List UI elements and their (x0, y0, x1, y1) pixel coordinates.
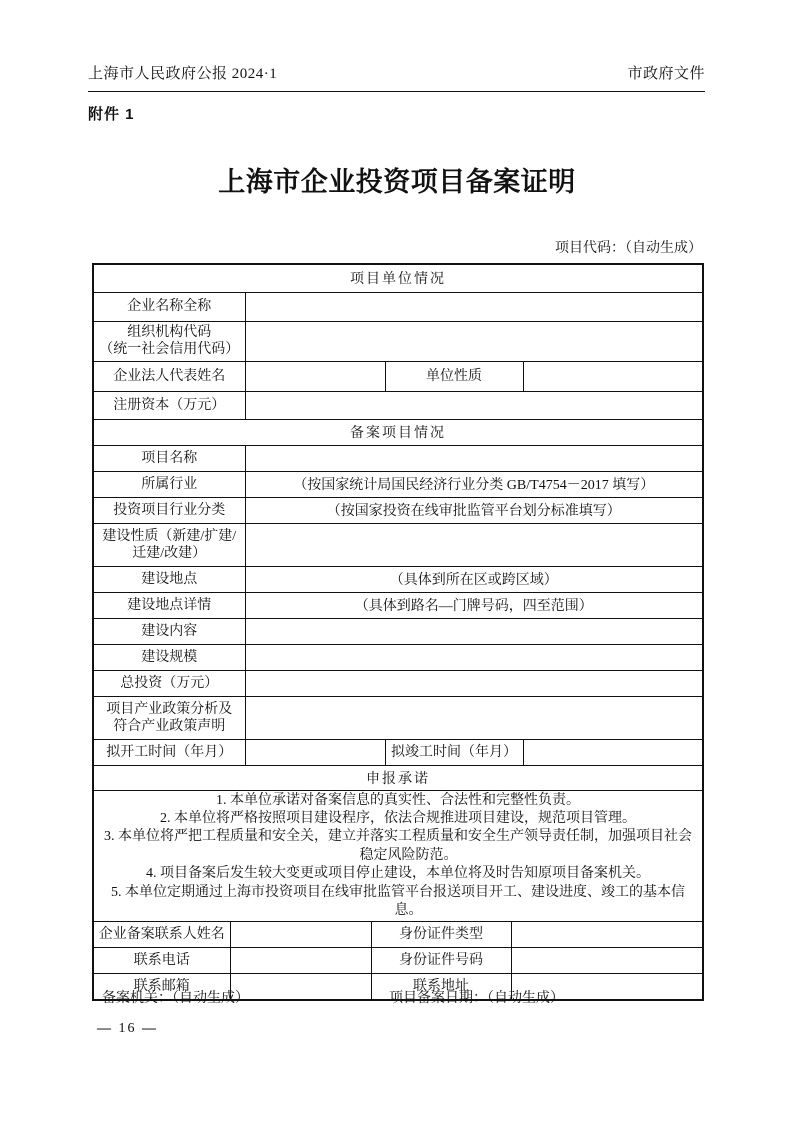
commitment-item-3-num: 3. (104, 829, 115, 845)
project-name-label: 项目名称 (93, 445, 245, 471)
section-header-project-info: 备案项目情况 (93, 419, 703, 445)
commitment-item-1-text: 本单位承诺对备案信息的真实性、合法性和完整性负责。 (230, 792, 580, 808)
gazette-header-left: 上海市人民政府公报 2024·1 (88, 66, 278, 82)
build-nature-label-line1: 建设性质（新建/扩建/ (102, 528, 237, 544)
commitment-item-4-text: 项目备案后发生较大变更或项目停止建设，本单位将及时告知原项目备案机关。 (160, 866, 650, 882)
document-title: 上海市企业投资项目备案证明 (218, 167, 576, 197)
commitment-text-block (93, 790, 703, 922)
id-number-value-cell (511, 948, 703, 974)
commitment-item-2 (98, 810, 698, 828)
reg-capital-value-cell (245, 391, 703, 419)
total-investment-label: 总投资（万元） (93, 670, 245, 696)
policy-statement-label-line2: 符合产业政策声明 (113, 718, 226, 734)
section-header-unit-info: 项目单位情况 (93, 264, 703, 292)
policy-statement-label-line1: 项目产业政策分析及 (106, 701, 233, 717)
commitment-item-3 (98, 828, 698, 865)
id-type-label: 身份证件类型 (371, 922, 511, 948)
start-date-label: 拟开工时间（年月） (93, 739, 245, 765)
company-name-value-cell (245, 292, 703, 321)
filing-form-table (92, 263, 704, 1001)
filing-authority-note: 备案机关：（自动生成） (102, 991, 249, 1006)
industry-class-label: 投资项目行业分类 (93, 497, 245, 523)
email-label: 联系邮箱 (93, 974, 230, 1000)
start-date-value-cell (245, 739, 385, 765)
org-code-value-cell (245, 321, 703, 361)
unit-nature-value-cell (523, 361, 703, 391)
address-label: 联系地址 (371, 974, 511, 1000)
build-content-value-cell (245, 618, 703, 644)
commitment-item-4-num: 4. (146, 866, 157, 882)
commitment-item-4 (98, 865, 698, 883)
filing-date-note: 项目备案日期：（自动生成） (389, 991, 564, 1006)
gazette-header-right: 市政府文件 (627, 66, 705, 82)
page-number-dash-left: — (97, 1021, 113, 1036)
unit-nature-label: 单位性质 (385, 361, 523, 391)
legal-rep-value-cell (245, 361, 385, 391)
email-value-cell (230, 974, 371, 1000)
commitment-item-2-num: 2. (160, 810, 171, 826)
phone-value-cell (230, 948, 371, 974)
location-label: 建设地点 (93, 566, 245, 592)
commitment-item-1 (98, 792, 698, 810)
page-number-dash-right: — (142, 1021, 158, 1036)
id-type-value-cell (511, 922, 703, 948)
commitment-item-1-num: 1. (216, 792, 227, 808)
policy-statement-label (93, 696, 245, 739)
id-number-label: 身份证件号码 (371, 948, 511, 974)
build-content-label: 建设内容 (93, 618, 245, 644)
build-scale-value-cell (245, 644, 703, 670)
org-code-label (93, 321, 245, 361)
contact-name-label: 企业备案联系人姓名 (93, 922, 230, 948)
industry-label: 所属行业 (93, 471, 245, 497)
build-nature-value-cell (245, 523, 703, 566)
project-code-note: 项目代码：（自动生成） (555, 241, 702, 256)
company-name-label: 企业名称全称 (93, 292, 245, 321)
build-nature-label-line2: 迁建/改建） (132, 545, 207, 561)
org-code-label-line2: （统一社会信用代码） (99, 342, 240, 357)
attachment-label: 附件 1 (88, 106, 135, 123)
commitment-item-3-text: 本单位将严把工程质量和安全关，建立并落实工程质量和安全生产领导责任制，加强项目社会稳定风险防范。 (118, 829, 692, 863)
location-detail-label: 建设地点详情 (93, 592, 245, 618)
build-nature-label (93, 523, 245, 566)
finish-date-label: 拟竣工时间（年月） (385, 739, 523, 765)
industry-class-hint: （按国家投资在线审批监管平台划分标准填写） (245, 497, 703, 523)
page-number (97, 1021, 158, 1037)
phone-label: 联系电话 (93, 948, 230, 974)
header-rule (88, 91, 705, 92)
section-header-commitment: 申报承诺 (93, 765, 703, 790)
finish-date-value-cell (523, 739, 703, 765)
location-hint: （具体到所在区或跨区域） (245, 566, 703, 592)
page-number-value: 16 (118, 1021, 137, 1036)
contact-name-value-cell (230, 922, 371, 948)
policy-statement-value-cell (245, 696, 703, 739)
commitment-item-5-text: 本单位定期通过上海市投资项目在线审批监管平台报送项目开工、建设进度、竣工的基本信息。 (125, 884, 685, 918)
location-detail-hint: （具体到路名—门牌号码，四至范围） (245, 592, 703, 618)
commitment-item-5 (98, 884, 698, 921)
total-investment-value-cell (245, 670, 703, 696)
industry-hint: （按国家统计局国民经济行业分类 GB/T4754－2017 填写） (245, 471, 703, 497)
reg-capital-label: 注册资本（万元） (93, 391, 245, 419)
project-name-value-cell (245, 445, 703, 471)
legal-rep-label: 企业法人代表姓名 (93, 361, 245, 391)
commitment-item-5-num: 5. (111, 884, 122, 900)
org-code-label-line1: 组织机构代码 (127, 325, 212, 340)
build-scale-label: 建设规模 (93, 644, 245, 670)
commitment-item-2-text: 本单位将严格按照项目建设程序，依法合规推进项目建设，规范项目管理。 (174, 810, 636, 826)
